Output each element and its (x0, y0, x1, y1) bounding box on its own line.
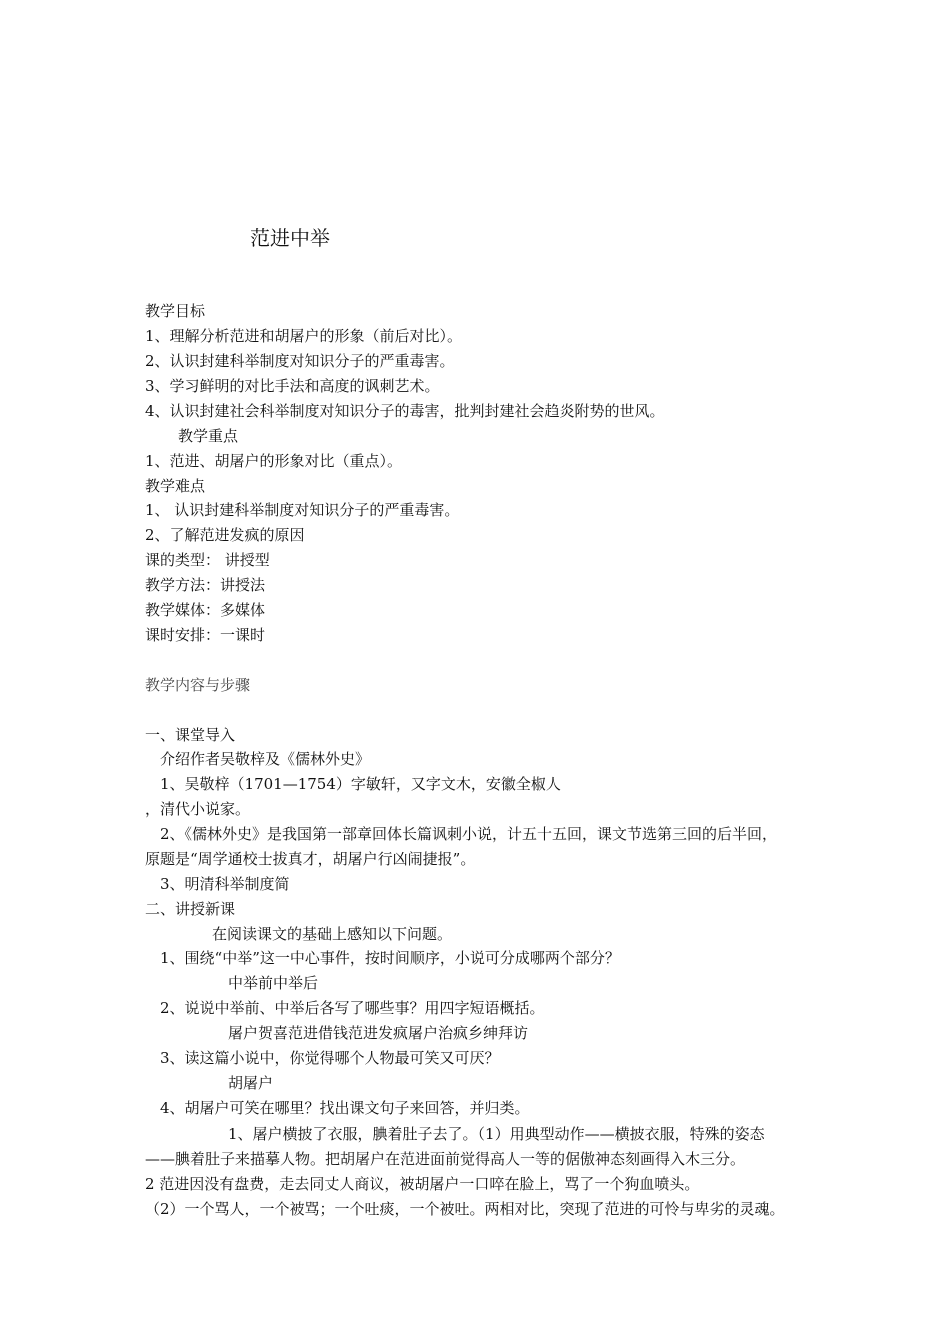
answer-2: 屠户贺喜范进借钱范进发疯屠户治疯乡绅拜访 (228, 1024, 529, 1042)
lesson-type: 课的类型： 讲授型 (145, 551, 270, 569)
difficulty-heading: 教学难点 (145, 477, 206, 495)
difficulty-item: 1、 认识封建科举制度对知识分子的严重毒害。 (145, 501, 460, 519)
book-line: 2、《儒林外史》是我国第一部章回体长篇讽刺小说，计五十五回，课文节选第三回的后半回， (160, 825, 778, 843)
intro-text: 介绍作者吴敬梓及《儒林外史》 (160, 750, 371, 768)
objective-item: 1、理解分析范进和胡屠户的形象（前后对比）。 (145, 327, 463, 345)
objective-item: 4、认识封建社会科举制度对知识分子的毒害，批判封建社会趋炎附势的世风。 (145, 402, 665, 420)
document-title: 范进中举 (250, 226, 330, 250)
question-3: 3、读这篇小说中，你觉得哪个人物最可笑又可厌？ (160, 1049, 500, 1067)
section-heading-intro: 一、课堂导入 (145, 726, 236, 744)
section-heading-new: 二、讲授新课 (145, 900, 236, 918)
key-points-heading: 教学重点 (178, 427, 239, 445)
objectives-heading: 教学目标 (145, 302, 206, 320)
book-line-cont: 原题是“周学通校士拔真才，胡屠户行凶闹捷报”。 (145, 850, 476, 868)
class-hours: 课时安排：一课时 (145, 626, 266, 644)
analysis-line: ——腆着肚子来描摹人物。把胡屠户在范进面前觉得高人一等的倨傲神态刻画得入木三分。 (145, 1150, 746, 1168)
exam-system-line: 3、明清科举制度简 (160, 875, 290, 893)
author-line-cont: ，清代小说家。 (145, 800, 251, 818)
difficulty-item: 2、了解范进发疯的原因 (145, 526, 305, 544)
teaching-method: 教学方法：讲授法 (145, 576, 266, 594)
objective-item: 3、学习鲜明的对比手法和高度的讽刺艺术。 (145, 377, 440, 395)
analysis-line: （2）一个骂人，一个被骂；一个吐痰，一个被吐。两相对比，突现了范进的可怜与卑劣的灵魂。 (145, 1200, 785, 1218)
question-4: 4、胡屠户可笑在哪里？找出课文句子来回答，并归类。 (160, 1099, 530, 1117)
teaching-media: 教学媒体：多媒体 (145, 601, 266, 619)
content-heading: 教学内容与步骤 (145, 676, 251, 694)
answer-3: 胡屠户 (228, 1074, 274, 1092)
key-point-item: 1、范进、胡屠户的形象对比（重点）。 (145, 452, 403, 470)
objective-item: 2、认识封建科举制度对知识分子的严重毒害。 (145, 352, 455, 370)
question-1: 1、围绕“中举”这一中心事件，按时间顺序，小说可分成哪两个部分？ (160, 949, 620, 967)
answer-1: 中举前中举后 (228, 974, 319, 992)
analysis-line: 1、屠户横披了衣服，腆着肚子去了。（1）用典型动作——横披衣服，特殊的姿态 (228, 1125, 765, 1143)
reading-intro: 在阅读课文的基础上感知以下问题。 (212, 925, 453, 943)
author-line: 1、吴敬梓（1701—1754）字敏轩，又字文木，安徽全椒人 (160, 775, 561, 793)
question-2: 2、说说中举前、中举后各写了哪些事？用四字短语概括。 (160, 999, 545, 1017)
analysis-line: 2 范进因没有盘费，走去同丈人商议，被胡屠户一口啐在脸上，骂了一个狗血喷头。 (145, 1175, 700, 1193)
